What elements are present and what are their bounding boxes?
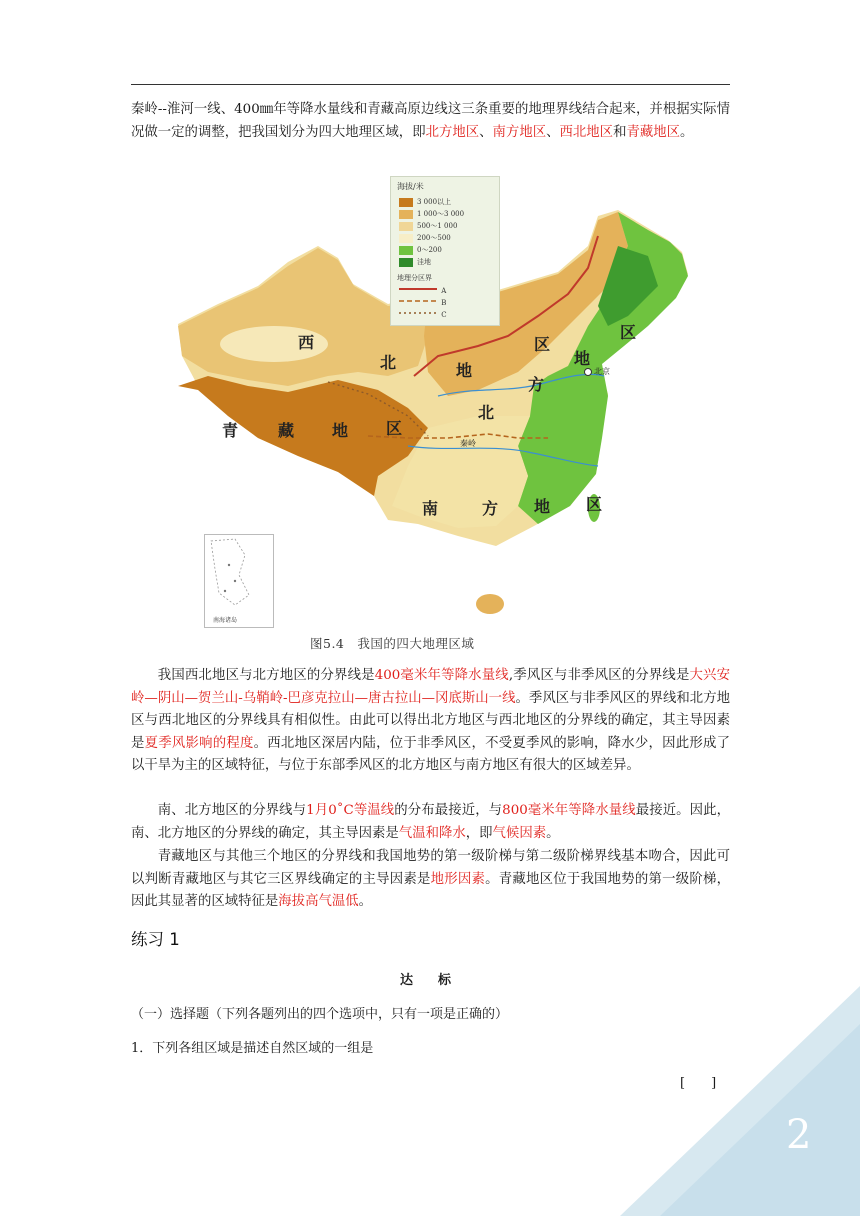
label-di: 地 bbox=[574, 349, 591, 368]
label-xi: 西 bbox=[298, 333, 315, 352]
question-1: 1．下列各组区域是描述自然区域的一组是 bbox=[131, 1041, 374, 1056]
legend-row: 洼地 bbox=[399, 257, 499, 268]
boundary-legend-b: B bbox=[441, 299, 447, 307]
inset-label: 南海诸岛 bbox=[213, 617, 238, 624]
legend-swatch bbox=[399, 258, 413, 267]
label-beijing: 北京 bbox=[594, 367, 610, 376]
label-qu: 区 bbox=[386, 419, 403, 438]
label-fang: 方 bbox=[482, 499, 499, 518]
regions-map-figure bbox=[178, 176, 732, 656]
legend-row: 0～200 bbox=[399, 245, 499, 256]
legend-swatch bbox=[399, 198, 413, 207]
boundary-legend-c: C bbox=[441, 311, 447, 319]
label-qing: 青 bbox=[222, 421, 239, 440]
label-qu: 区 bbox=[586, 495, 603, 514]
page-number: 2 bbox=[786, 1112, 812, 1158]
term-north: 北方地区 bbox=[425, 124, 480, 140]
label-qu: 区 bbox=[620, 323, 637, 342]
answer-bracket: [ ] bbox=[680, 1076, 717, 1091]
legend-row: 1 000～3 000 bbox=[399, 209, 499, 220]
label-di: 地 bbox=[456, 361, 473, 380]
label-di: 地 bbox=[332, 421, 349, 440]
legend-swatch bbox=[399, 234, 413, 243]
term-qinghai-tibet: 青藏地区 bbox=[626, 124, 681, 140]
label-qinling: 秦岭 bbox=[460, 439, 476, 448]
legend-row: 200～500 bbox=[399, 233, 499, 244]
label-zang: 藏 bbox=[278, 421, 295, 440]
paragraph-qinghai-tibet: 青藏地区与其他三个地区的分界线和我国地势的第一级阶梯与第二级阶梯界线基本吻合，因此可以判断青藏地区与其它三区界线确定的主导因素是地形因素。青藏地区位于我国地势的第一级阶梯，因此其显著的区域特征是海拔高气温低。 bbox=[131, 849, 731, 909]
label-bei: 北 bbox=[478, 403, 495, 422]
boundary-legend-title: 地理分区界 bbox=[397, 274, 432, 282]
inset-map bbox=[205, 535, 273, 615]
south-china-sea-inset bbox=[204, 534, 274, 628]
map-legend bbox=[390, 176, 500, 326]
legend-row: 500～1 000 bbox=[399, 221, 499, 232]
figure-caption: 图5.4 我国的四大地理区域 bbox=[310, 636, 475, 651]
exercise-subheading: 达 标 bbox=[400, 973, 458, 988]
legend-swatch bbox=[399, 246, 413, 255]
term-south: 南方地区 bbox=[492, 124, 547, 140]
question-section-heading: （一）选择题（下列各题列出的四个选项中，只有一项是正确的） bbox=[131, 1007, 509, 1022]
label-fang: 方 bbox=[528, 375, 545, 394]
paragraph-northwest: 我国西北地区与北方地区的分界线是400毫米年等降水量线,季风区与非季风区的分界线是大兴安岭—阴山—贺兰山-乌鞘岭-巴彦克拉山—唐古拉山—冈底斯山一线。季风区与非季风区的界线和北方地区与西北地区的分界线具有相似性。由此可以得出北方地区与西北地区的分界线的确定，其主导因素是夏季风影响的程度。西北地区深居内陆，位于非季风区，不受夏季风的影响，降水少，因此形成了以干旱为主的区域特征，与位于东部季风区的北方地区与南方地区有很大的区域差异。 bbox=[131, 668, 731, 773]
map-hainan bbox=[476, 594, 504, 614]
beijing-marker bbox=[585, 369, 592, 376]
corner-decoration-inner bbox=[660, 1024, 860, 1216]
exercise-title: 练习 1 bbox=[131, 930, 180, 949]
label-qu: 区 bbox=[534, 335, 551, 354]
paragraph-north-south: 南、北方地区的分界线与1月0˚C等温线的分布最接近，与800毫米年等降水量线最接近。因此，南、北方地区的分界线的确定，其主导因素是气温和降水，即气候因素。 bbox=[131, 803, 731, 841]
header-rule bbox=[131, 84, 730, 85]
term-northwest: 西北地区 bbox=[559, 124, 614, 140]
legend-swatch bbox=[399, 210, 413, 219]
legend-title: 海拔/米 bbox=[397, 182, 424, 191]
boundary-legend-a: A bbox=[441, 287, 447, 295]
legend-swatch bbox=[399, 222, 413, 231]
legend-row: 3 000以上 bbox=[399, 197, 499, 208]
label-bei: 北 bbox=[380, 353, 397, 372]
label-di: 地 bbox=[534, 497, 551, 516]
label-nan: 南 bbox=[422, 499, 439, 518]
intro-paragraph: 秦岭--淮河一线、400㎜年等降水量线和青藏高原边线这三条重要的地理界线结合起来，并根据实际情况做一定的调整，把我国划分为四大地理区域，即北方地区、南方地区、西北地区和青藏地区。 bbox=[131, 102, 730, 140]
